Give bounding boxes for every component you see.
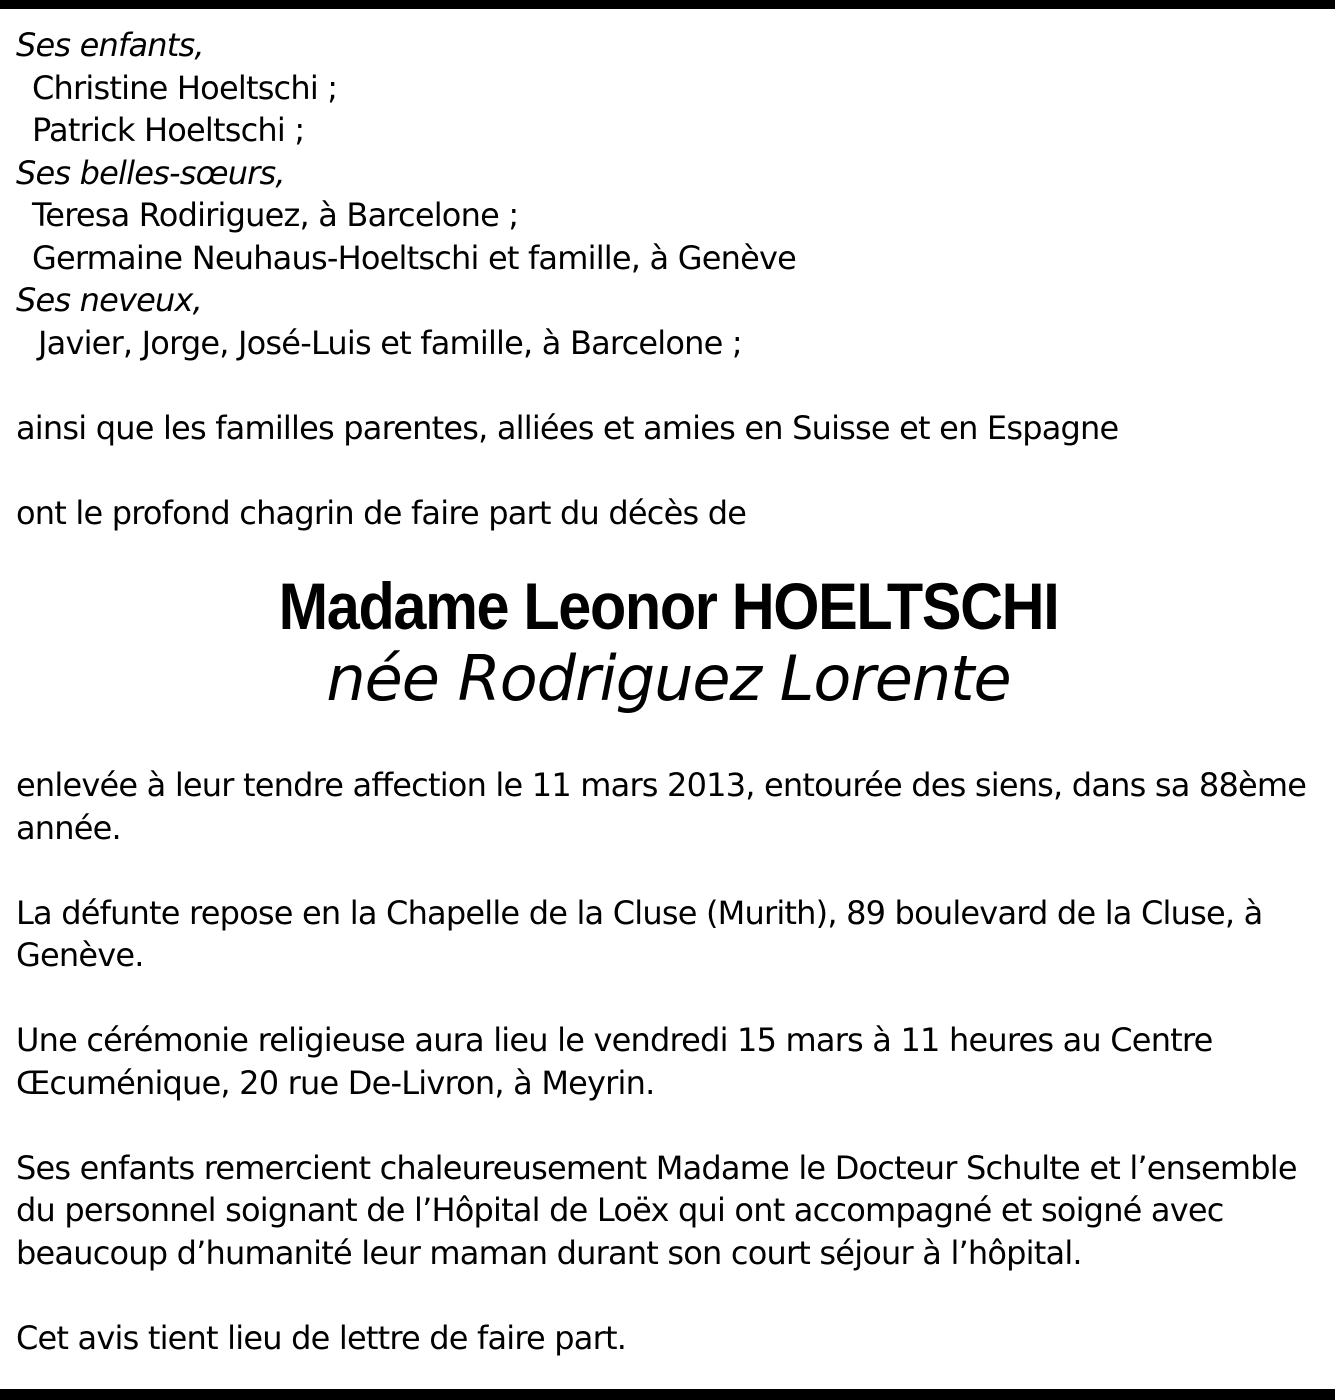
sisters-in-law-heading: Ses belles-sœurs, <box>16 153 285 192</box>
relatives-line: ainsi que les familles parentes, alliées et amies en Suisse et en Espagne <box>16 408 1119 447</box>
spacer <box>16 364 1321 407</box>
deceased-name-block <box>16 568 1321 714</box>
announcement-line: ont le profond chagrin de faire part du décès de <box>16 493 747 532</box>
death-paragraph: enlevée à leur tendre affection le 11 mars 2013, entourée des siens, dans sa 88ème année. <box>16 766 1307 847</box>
sister-in-law-name: Teresa Rodiriguez, à Barcelone ; <box>32 196 519 234</box>
spacer <box>16 1274 1321 1317</box>
ceremony-paragraph: Une cérémonie religieuse aura lieu le vendredi 15 mars à 11 heures au Centre Œcuménique, 20 rue De-Livron, à Meyrin. <box>16 1021 1213 1102</box>
maiden-name: née Rodriguez Lorente <box>326 642 1011 715</box>
obituary-notice <box>16 24 1321 1359</box>
thanks-paragraph: Ses enfants remercient chaleureusement Madame le Docteur Schulte et l’ensemble du personnel soignant de l’Hôpital de Loëx qui ont accompagné et soigné avec beaucoup d’humanité leur maman durant son court séjour à l’hôpital. <box>16 1148 1297 1272</box>
rest-paragraph: La défunte repose en la Chapelle de la Cluse (Murith), 89 boulevard de la Cluse, à Genève. <box>16 893 1263 974</box>
children-heading: Ses enfants, <box>16 26 204 64</box>
spacer <box>16 449 1321 492</box>
top-border <box>0 0 1335 9</box>
nephews-heading: Ses neveux, <box>16 281 203 319</box>
closing-line: Cet avis tient lieu de lettre de faire part. <box>16 1318 627 1357</box>
child-name: Christine Hoeltschi ; <box>32 68 338 107</box>
child-name: Patrick Hoeltschi ; <box>32 111 305 149</box>
deceased-name: Madame Leonor HOELTSCHI <box>278 569 1059 643</box>
spacer <box>16 849 1321 892</box>
spacer <box>16 977 1321 1020</box>
bottom-border <box>0 1389 1335 1400</box>
sister-in-law-name: Germaine Neuhaus-Hoeltschi et famille, à Genève <box>32 238 796 277</box>
spacer <box>16 1104 1321 1147</box>
nephews-names: Javier, Jorge, José-Luis et famille, à Barcelone ; <box>38 323 742 362</box>
